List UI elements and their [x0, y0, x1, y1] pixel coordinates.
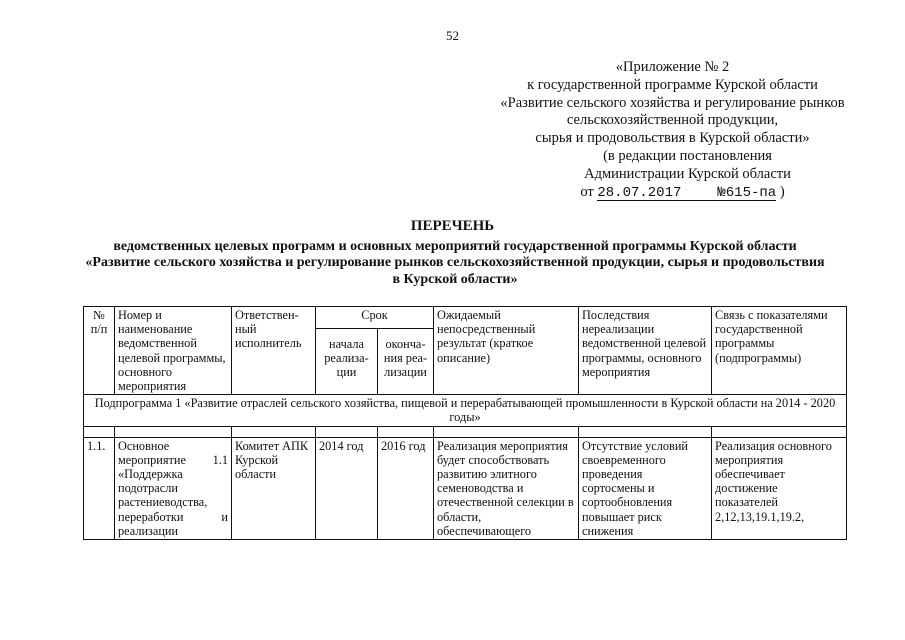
document-title: ПЕРЕЧЕНЬ — [410, 218, 495, 234]
resolution-number: №615-па — [717, 184, 777, 201]
page-number: 52 — [446, 28, 459, 43]
header-num: № п/п — [84, 307, 115, 395]
programs-table — [83, 306, 847, 540]
cell-num: 1.1. — [84, 437, 115, 539]
appendix-line: «Приложение № 2 — [615, 59, 730, 75]
cell-link: Реализация основного мероприятия обеспечивает достижение показателей 2,12,13,19.1,19.2, — [712, 437, 847, 539]
appendix-line: к государственной программе Курской области — [527, 76, 818, 93]
header-executor: Ответствен-ный исполнитель — [232, 307, 316, 395]
header-link: Связь с показателями государственной программы (подпрограммы) — [712, 307, 847, 395]
header-result: Ожидаемый непосредственный результат (краткое описание) — [434, 307, 579, 395]
header-end: оконча-ния реа-лизации — [378, 328, 434, 394]
table-row — [84, 437, 847, 539]
header-name: Номер и наименование ведомственной целевой программы, основного мероприятия — [115, 307, 232, 395]
appendix-line: сырья и продовольствия в Курской области» — [535, 130, 810, 147]
cell-result: Реализация мероприятия будет способствовать развитию элитного семеноводства и отечественной селекции в области, обеспечивающего — [434, 437, 579, 539]
header-start: начала реализа-ции — [316, 328, 378, 394]
cell-name: Основное мероприятие 1.1 «Поддержка подотрасли растениеводства, переработки и реализации — [115, 437, 232, 539]
cell-end: 2016 год — [378, 437, 434, 539]
resolution-date: 28.07.2017 — [597, 186, 717, 201]
appendix-line: сельскохозяйственной продукции, — [566, 112, 779, 129]
cell-executor: Комитет АПК Курской области — [232, 437, 316, 539]
subprogram-title: Подпрограмма 1 «Развитие отраслей сельского хозяйства, пищевой и перерабатывающей промышленности в Курской области на 2014 - 2020 годы» — [84, 395, 847, 426]
appendix-block — [495, 59, 850, 201]
header-consequences: Последствия нереализации ведомственной целевой программы, основного мероприятия — [579, 307, 712, 395]
appendix-line: (в редакции постановления — [603, 147, 772, 164]
appendix-line: «Развитие сельского хозяйства и регулирование рынков — [500, 94, 845, 111]
appendix-date-line — [495, 184, 850, 202]
spacer-row — [84, 426, 847, 437]
date-prefix: от — [580, 183, 594, 200]
header-row — [84, 307, 847, 329]
document-subtitle: ведомственных целевых программ и основных мероприятий государственной программы Курской области «Развитие сельского хозяйства и регулирование рынков сельскохозяйственной продукции, сырья и продовольствия в Курской области» — [85, 239, 825, 287]
header-term: Срок — [316, 307, 434, 329]
closing-paren: ) — [779, 183, 785, 200]
subprogram-row — [84, 395, 847, 426]
cell-start: 2014 год — [316, 437, 378, 539]
cell-consequences: Отсутствие условий своевременного проведения сортосмены и сортообновления повышает риск снижения — [579, 437, 712, 539]
appendix-line: Администрации Курской области — [584, 165, 791, 182]
